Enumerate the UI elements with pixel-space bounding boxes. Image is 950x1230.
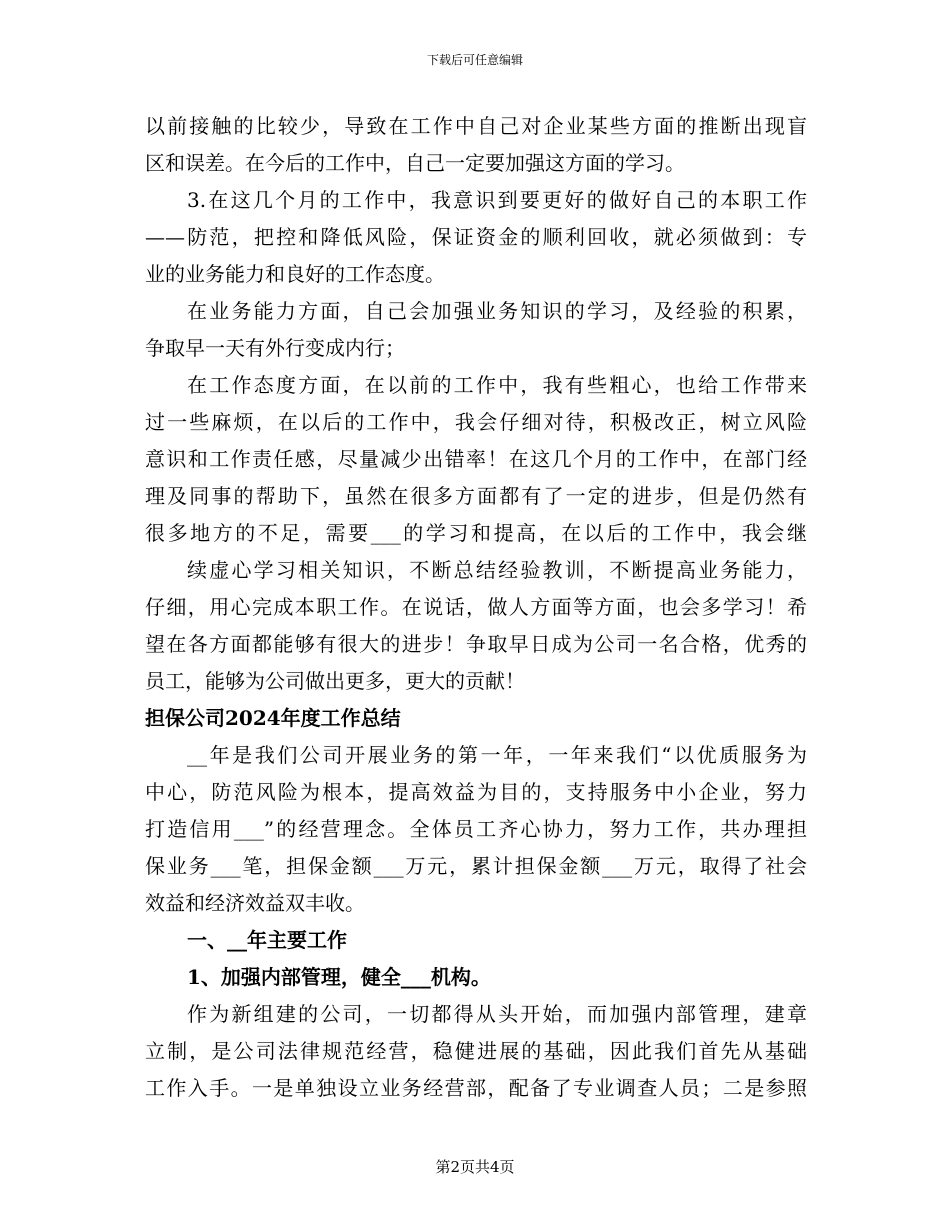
body-text-line: 业的业务能力和良好的工作态度。	[145, 262, 445, 286]
body-text-line: 立制，是公司法律规范经营，稳健进展的基础，因此我们首先从基础	[145, 1039, 807, 1063]
body-text-line: 3.在这几个月的工作中，我意识到要更好的做好自己的本职工作	[187, 188, 807, 212]
body-text-line: 争取早一天有外行变成内行；	[145, 336, 405, 360]
section-heading: 一、__年主要工作	[187, 928, 347, 952]
page-header: 下载后可任意编辑	[426, 53, 523, 67]
body-text-line: 在业务能力方面，自己会加强业务知识的学习，及经验的积累，	[187, 299, 807, 323]
body-text-line: 以前接触的比较少，导致在工作中自己对企业某些方面的推断出现盲	[145, 114, 807, 138]
body-text-line: 作为新组建的公司，一切都得从头开始，而加强内部管理，建章	[187, 1002, 807, 1026]
body-text-line: __年是我们公司开展业务的第一年，一年来我们“以优质服务为	[187, 743, 807, 767]
body-text-line: 理及同事的帮助下，虽然在很多方面都有了一定的进步，但是仍然有	[145, 484, 807, 508]
page-footer: 第2页共4页	[435, 1158, 515, 1176]
document-body	[145, 108, 807, 1107]
body-text-line: 保业务___笔，担保金额___万元，累计担保金额___万元，取得了社会	[145, 854, 807, 878]
body-text-line: 望在各方面都能够有很大的进步！争取早日成为公司一名合格，优秀的	[145, 632, 807, 656]
body-text-line: 仔细，用心完成本职工作。在说话，做人方面等方面，也会多学习！希	[145, 595, 807, 619]
body-text-line: 中心，防范风险为根本，提高效益为目的，支持服务中小企业，努力	[145, 780, 807, 804]
body-text-line: 工作入手。一是单独设立业务经营部，配备了专业调查人员；二是参照	[145, 1076, 807, 1100]
document-title: 担保公司2024年度工作总结	[145, 706, 401, 730]
body-text-line: 在工作态度方面，在以前的工作中，我有些粗心，也给工作带来	[187, 373, 807, 397]
body-text-line: 续虚心学习相关知识，不断总结经验教训，不断提高业务能力，	[187, 558, 807, 582]
body-text-line: ——防范，把控和降低风险，保证资金的顺利回收，就必须做到：专	[145, 225, 807, 249]
body-text-line: 打造信用___”的经营理念。全体员工齐心协力，努力工作，共办理担	[145, 817, 807, 841]
body-text-line: 很多地方的不足，需要___的学习和提高，在以后的工作中，我会继	[145, 521, 807, 545]
body-text-line: 过一些麻烦，在以后的工作中，我会仔细对待，积极改正，树立风险	[145, 410, 807, 434]
body-text-line: 员工，能够为公司做出更多，更大的贡献！	[145, 669, 525, 693]
body-text-line: 区和误差。在今后的工作中，自己一定要加强这方面的学习。	[145, 151, 685, 175]
section-heading: 1、加强内部管理，健全___机构。	[187, 965, 491, 989]
body-text-line: 意识和工作责任感，尽量减少出错率！在这几个月的工作中，在部门经	[145, 447, 807, 471]
body-text-line: 效益和经济效益双丰收。	[145, 891, 365, 915]
